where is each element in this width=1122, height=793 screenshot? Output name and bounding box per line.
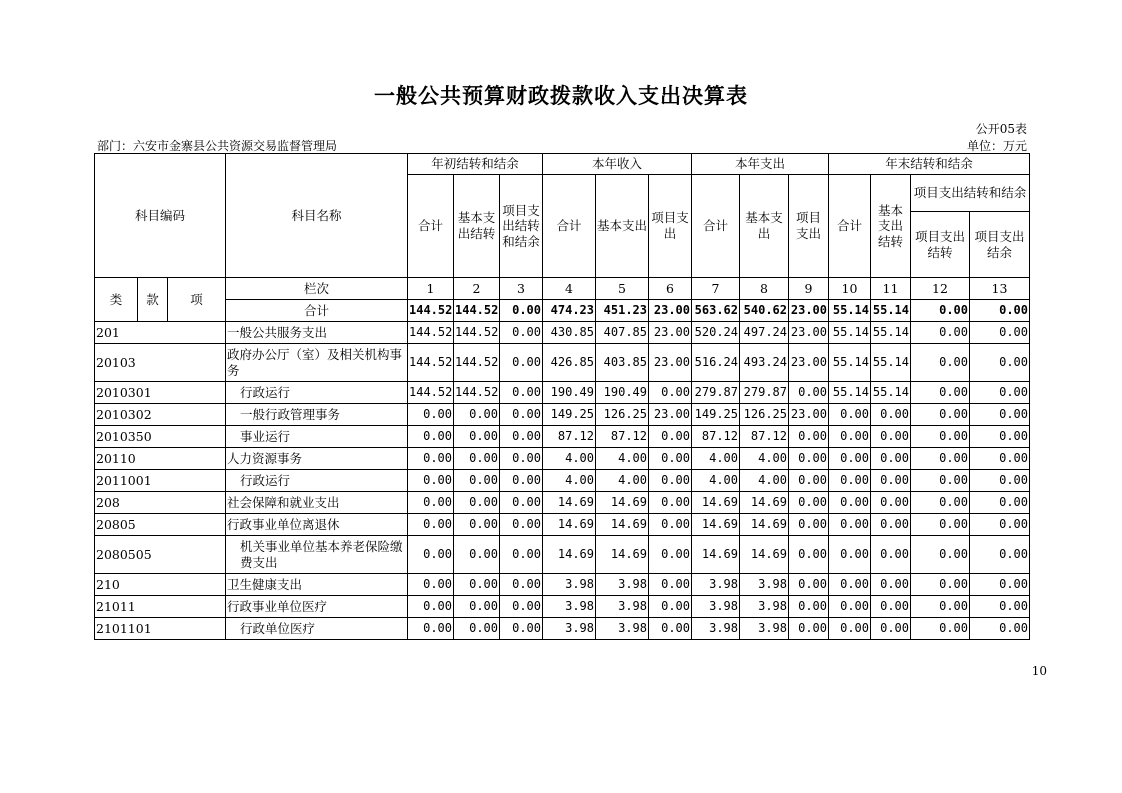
value-cell: 0.00 [970, 492, 1030, 514]
value-cell: 0.00 [454, 618, 500, 640]
value-cell: 0.00 [649, 426, 692, 448]
total-cell: 23.00 [649, 300, 692, 322]
value-cell: 0.00 [970, 382, 1030, 404]
value-cell: 0.00 [500, 382, 543, 404]
value-cell: 0.00 [911, 536, 970, 574]
value-cell: 0.00 [649, 382, 692, 404]
value-cell: 14.69 [543, 492, 596, 514]
table-row [95, 382, 1030, 404]
value-cell: 4.00 [692, 448, 740, 470]
value-cell: 497.24 [740, 322, 789, 344]
subject-name-cell: 卫生健康支出 [226, 574, 408, 596]
value-cell: 149.25 [692, 404, 740, 426]
value-cell: 0.00 [408, 426, 454, 448]
value-cell: 0.00 [829, 448, 871, 470]
value-cell: 0.00 [871, 574, 911, 596]
value-cell: 4.00 [692, 470, 740, 492]
value-cell: 0.00 [911, 322, 970, 344]
subject-name-cell: 行政事业单位医疗 [226, 596, 408, 618]
table-row [95, 596, 1030, 618]
total-cell: 0.00 [970, 300, 1030, 322]
value-cell: 3.98 [692, 574, 740, 596]
value-cell: 0.00 [649, 514, 692, 536]
form-number: 公开05表 [975, 122, 1027, 136]
value-cell: 14.69 [543, 536, 596, 574]
value-cell: 3.98 [543, 596, 596, 618]
subject-code-cell: 2011001 [95, 470, 226, 492]
subject-code-cell: 20805 [95, 514, 226, 536]
value-cell: 0.00 [829, 404, 871, 426]
value-cell: 0.00 [789, 514, 829, 536]
value-cell: 0.00 [454, 514, 500, 536]
value-cell: 4.00 [596, 448, 649, 470]
col-header-project-carryover: 项目支出结转 [911, 212, 970, 278]
budget-table [94, 153, 1030, 640]
value-cell: 0.00 [454, 596, 500, 618]
total-cell: 144.52 [454, 300, 500, 322]
value-cell: 87.12 [740, 426, 789, 448]
value-cell: 3.98 [740, 618, 789, 640]
value-cell: 279.87 [740, 382, 789, 404]
table-row [95, 470, 1030, 492]
value-cell: 0.00 [911, 426, 970, 448]
value-cell: 55.14 [871, 344, 911, 382]
value-cell: 279.87 [692, 382, 740, 404]
value-cell: 0.00 [970, 448, 1030, 470]
value-cell: 0.00 [408, 514, 454, 536]
value-cell: 0.00 [454, 426, 500, 448]
table-row [95, 492, 1030, 514]
value-cell: 14.69 [596, 536, 649, 574]
value-cell: 0.00 [789, 536, 829, 574]
table-row [95, 426, 1030, 448]
value-cell: 0.00 [789, 448, 829, 470]
value-cell: 0.00 [789, 382, 829, 404]
value-cell: 0.00 [871, 514, 911, 536]
value-cell: 493.24 [740, 344, 789, 382]
value-cell: 0.00 [829, 514, 871, 536]
value-cell: 0.00 [500, 514, 543, 536]
value-cell: 3.98 [543, 574, 596, 596]
value-cell: 55.14 [829, 344, 871, 382]
value-cell: 3.98 [692, 596, 740, 618]
total-cell: 55.14 [829, 300, 871, 322]
subject-name-cell: 机关事业单位基本养老保险缴费支出 [226, 536, 408, 574]
value-cell: 0.00 [454, 404, 500, 426]
subject-code-cell: 2080505 [95, 536, 226, 574]
col-header-project-group: 项目支出结转和结余 [911, 175, 1030, 212]
col-header-basic-carry: 基本支出结转 [454, 175, 500, 278]
value-cell: 0.00 [970, 618, 1030, 640]
value-cell: 0.00 [500, 426, 543, 448]
subject-name-cell: 事业运行 [226, 426, 408, 448]
value-cell: 0.00 [500, 344, 543, 382]
value-cell: 149.25 [543, 404, 596, 426]
column-number: 8 [740, 278, 789, 300]
value-cell: 0.00 [408, 470, 454, 492]
subject-code-cell: 2101101 [95, 618, 226, 640]
column-number: 2 [454, 278, 500, 300]
col-header-total: 合计 [408, 175, 454, 278]
value-cell: 0.00 [454, 448, 500, 470]
value-cell: 4.00 [543, 470, 596, 492]
value-cell: 0.00 [970, 404, 1030, 426]
value-cell: 0.00 [911, 596, 970, 618]
value-cell: 0.00 [789, 470, 829, 492]
value-cell: 0.00 [911, 492, 970, 514]
value-cell: 55.14 [829, 382, 871, 404]
kuan-label: 款 [138, 278, 168, 322]
value-cell: 426.85 [543, 344, 596, 382]
subject-code-header: 科目编码 [95, 154, 226, 278]
value-cell: 0.00 [500, 596, 543, 618]
value-cell: 14.69 [596, 514, 649, 536]
value-cell: 144.52 [408, 344, 454, 382]
value-cell: 0.00 [649, 596, 692, 618]
value-cell: 14.69 [692, 514, 740, 536]
subject-code-cell: 201 [95, 322, 226, 344]
value-cell: 126.25 [596, 404, 649, 426]
value-cell: 14.69 [740, 514, 789, 536]
page-number: 10 [1031, 664, 1047, 678]
value-cell: 407.85 [596, 322, 649, 344]
value-cell: 0.00 [454, 574, 500, 596]
value-cell: 0.00 [871, 596, 911, 618]
col-header-project-carry: 项目支出结转和结余 [500, 175, 543, 278]
value-cell: 0.00 [454, 492, 500, 514]
value-cell: 87.12 [543, 426, 596, 448]
value-cell: 0.00 [911, 404, 970, 426]
value-cell: 14.69 [740, 492, 789, 514]
value-cell: 0.00 [454, 470, 500, 492]
value-cell: 0.00 [871, 470, 911, 492]
value-cell: 0.00 [454, 536, 500, 574]
value-cell: 0.00 [500, 574, 543, 596]
value-cell: 0.00 [871, 448, 911, 470]
subject-code-cell: 208 [95, 492, 226, 514]
total-row-label: 合计 [226, 300, 408, 322]
value-cell: 0.00 [829, 574, 871, 596]
value-cell: 0.00 [789, 596, 829, 618]
value-cell: 0.00 [911, 382, 970, 404]
value-cell: 3.98 [596, 574, 649, 596]
value-cell: 0.00 [789, 574, 829, 596]
value-cell: 14.69 [692, 492, 740, 514]
col-header-total: 合计 [692, 175, 740, 278]
value-cell: 190.49 [596, 382, 649, 404]
value-cell: 144.52 [454, 344, 500, 382]
value-cell: 0.00 [829, 618, 871, 640]
value-cell: 0.00 [911, 448, 970, 470]
value-cell: 520.24 [692, 322, 740, 344]
value-cell: 0.00 [789, 618, 829, 640]
value-cell: 23.00 [789, 344, 829, 382]
subject-code-cell: 20103 [95, 344, 226, 382]
total-cell: 474.23 [543, 300, 596, 322]
total-cell: 144.52 [408, 300, 454, 322]
value-cell: 0.00 [408, 596, 454, 618]
column-number: 1 [408, 278, 454, 300]
total-cell: 451.23 [596, 300, 649, 322]
value-cell: 23.00 [649, 322, 692, 344]
department-label: 部门：六安市金寨县公共资源交易监督管理局 [97, 139, 338, 153]
value-cell: 0.00 [408, 492, 454, 514]
value-cell: 0.00 [500, 492, 543, 514]
value-cell: 14.69 [692, 536, 740, 574]
value-cell: 0.00 [911, 344, 970, 382]
value-cell: 0.00 [649, 492, 692, 514]
value-cell: 55.14 [871, 382, 911, 404]
subject-name-cell: 人力资源事务 [226, 448, 408, 470]
column-number: 5 [596, 278, 649, 300]
value-cell: 14.69 [543, 514, 596, 536]
subject-name-cell: 一般行政管理事务 [226, 404, 408, 426]
value-cell: 0.00 [911, 618, 970, 640]
value-cell: 0.00 [829, 536, 871, 574]
table-row [95, 344, 1030, 382]
value-cell: 4.00 [596, 470, 649, 492]
value-cell: 0.00 [970, 426, 1030, 448]
column-number: 9 [789, 278, 829, 300]
value-cell: 0.00 [500, 404, 543, 426]
value-cell: 0.00 [829, 596, 871, 618]
value-cell: 0.00 [970, 514, 1030, 536]
value-cell: 144.52 [408, 322, 454, 344]
value-cell: 4.00 [740, 448, 789, 470]
lanci-label: 栏次 [226, 278, 408, 300]
value-cell: 0.00 [970, 322, 1030, 344]
column-number: 3 [500, 278, 543, 300]
value-cell: 14.69 [596, 492, 649, 514]
subject-name-cell: 政府办公厅（室）及相关机构事务 [226, 344, 408, 382]
xiang-label: 项 [168, 278, 226, 322]
value-cell: 0.00 [871, 492, 911, 514]
group-begin-header: 年初结转和结余 [408, 154, 543, 175]
total-cell: 540.62 [740, 300, 789, 322]
value-cell: 0.00 [408, 448, 454, 470]
col-header-basic-exp: 基本支出 [740, 175, 789, 278]
value-cell: 0.00 [911, 514, 970, 536]
value-cell: 87.12 [596, 426, 649, 448]
value-cell: 0.00 [649, 574, 692, 596]
value-cell: 23.00 [789, 322, 829, 344]
value-cell: 144.52 [408, 382, 454, 404]
value-cell: 430.85 [543, 322, 596, 344]
value-cell: 190.49 [543, 382, 596, 404]
value-cell: 0.00 [789, 492, 829, 514]
value-cell: 23.00 [649, 404, 692, 426]
value-cell: 3.98 [596, 596, 649, 618]
table-row [95, 448, 1030, 470]
total-cell: 563.62 [692, 300, 740, 322]
value-cell: 0.00 [871, 426, 911, 448]
group-expense-header: 本年支出 [692, 154, 829, 175]
lei-label: 类 [95, 278, 138, 322]
value-cell: 3.98 [543, 618, 596, 640]
value-cell: 0.00 [871, 536, 911, 574]
value-cell: 3.98 [692, 618, 740, 640]
table-row [95, 618, 1030, 640]
total-cell: 0.00 [911, 300, 970, 322]
value-cell: 0.00 [500, 322, 543, 344]
value-cell: 0.00 [500, 470, 543, 492]
value-cell: 23.00 [789, 404, 829, 426]
value-cell: 0.00 [789, 426, 829, 448]
value-cell: 0.00 [970, 596, 1030, 618]
group-income-header: 本年收入 [543, 154, 692, 175]
subject-name-cell: 一般公共服务支出 [226, 322, 408, 344]
value-cell: 3.98 [740, 596, 789, 618]
subject-name-cell: 行政运行 [226, 382, 408, 404]
col-header-total: 合计 [829, 175, 871, 278]
value-cell: 0.00 [871, 618, 911, 640]
subject-name-cell: 行政事业单位离退休 [226, 514, 408, 536]
value-cell: 55.14 [829, 322, 871, 344]
col-header-basic-exp: 基本支出 [596, 175, 649, 278]
value-cell: 3.98 [596, 618, 649, 640]
subject-code-cell: 2010350 [95, 426, 226, 448]
column-number: 12 [911, 278, 970, 300]
value-cell: 0.00 [829, 492, 871, 514]
unit-label: 单位：万元 [966, 139, 1027, 153]
value-cell: 0.00 [871, 404, 911, 426]
value-cell: 23.00 [649, 344, 692, 382]
table-row [95, 404, 1030, 426]
value-cell: 516.24 [692, 344, 740, 382]
subject-code-cell: 20110 [95, 448, 226, 470]
value-cell: 4.00 [740, 470, 789, 492]
value-cell: 403.85 [596, 344, 649, 382]
value-cell: 0.00 [970, 344, 1030, 382]
subject-code-cell: 2010301 [95, 382, 226, 404]
value-cell: 0.00 [829, 426, 871, 448]
value-cell: 0.00 [408, 404, 454, 426]
column-number: 6 [649, 278, 692, 300]
value-cell: 0.00 [649, 470, 692, 492]
total-cell: 0.00 [500, 300, 543, 322]
table-row [95, 322, 1030, 344]
total-cell: 55.14 [871, 300, 911, 322]
subject-name-cell: 行政运行 [226, 470, 408, 492]
col-header-total: 合计 [543, 175, 596, 278]
value-cell: 0.00 [408, 536, 454, 574]
value-cell: 3.98 [740, 574, 789, 596]
value-cell: 0.00 [970, 574, 1030, 596]
table-row [95, 536, 1030, 574]
subject-name-cell: 社会保障和就业支出 [226, 492, 408, 514]
report-title: 一般公共预算财政拨款收入支出决算表 [374, 84, 748, 108]
value-cell: 0.00 [970, 536, 1030, 574]
value-cell: 0.00 [911, 470, 970, 492]
col-header-basic-exp-carry: 基本支出结转 [871, 175, 911, 278]
value-cell: 0.00 [500, 618, 543, 640]
col-header-project-surplus: 项目支出结余 [970, 212, 1030, 278]
total-cell: 23.00 [789, 300, 829, 322]
value-cell: 0.00 [408, 574, 454, 596]
value-cell: 0.00 [649, 448, 692, 470]
subject-code-cell: 2010302 [95, 404, 226, 426]
value-cell: 87.12 [692, 426, 740, 448]
column-number: 4 [543, 278, 596, 300]
value-cell: 55.14 [871, 322, 911, 344]
value-cell: 0.00 [911, 574, 970, 596]
column-number: 7 [692, 278, 740, 300]
column-number: 13 [970, 278, 1030, 300]
col-header-project-exp: 项目支出 [649, 175, 692, 278]
group-end-header: 年末结转和结余 [829, 154, 1030, 175]
value-cell: 126.25 [740, 404, 789, 426]
column-number: 11 [871, 278, 911, 300]
value-cell: 0.00 [408, 618, 454, 640]
value-cell: 0.00 [649, 618, 692, 640]
subject-code-cell: 21011 [95, 596, 226, 618]
value-cell: 0.00 [970, 470, 1030, 492]
subject-code-cell: 210 [95, 574, 226, 596]
value-cell: 4.00 [543, 448, 596, 470]
subject-name-header: 科目名称 [226, 154, 408, 278]
value-cell: 0.00 [500, 536, 543, 574]
value-cell: 144.52 [454, 322, 500, 344]
col-header-project-exp: 项目支出 [789, 175, 829, 278]
value-cell: 14.69 [740, 536, 789, 574]
table-row [95, 514, 1030, 536]
column-number: 10 [829, 278, 871, 300]
value-cell: 0.00 [829, 470, 871, 492]
value-cell: 144.52 [454, 382, 500, 404]
subject-name-cell: 行政单位医疗 [226, 618, 408, 640]
value-cell: 0.00 [500, 448, 543, 470]
value-cell: 0.00 [649, 536, 692, 574]
table-row [95, 574, 1030, 596]
